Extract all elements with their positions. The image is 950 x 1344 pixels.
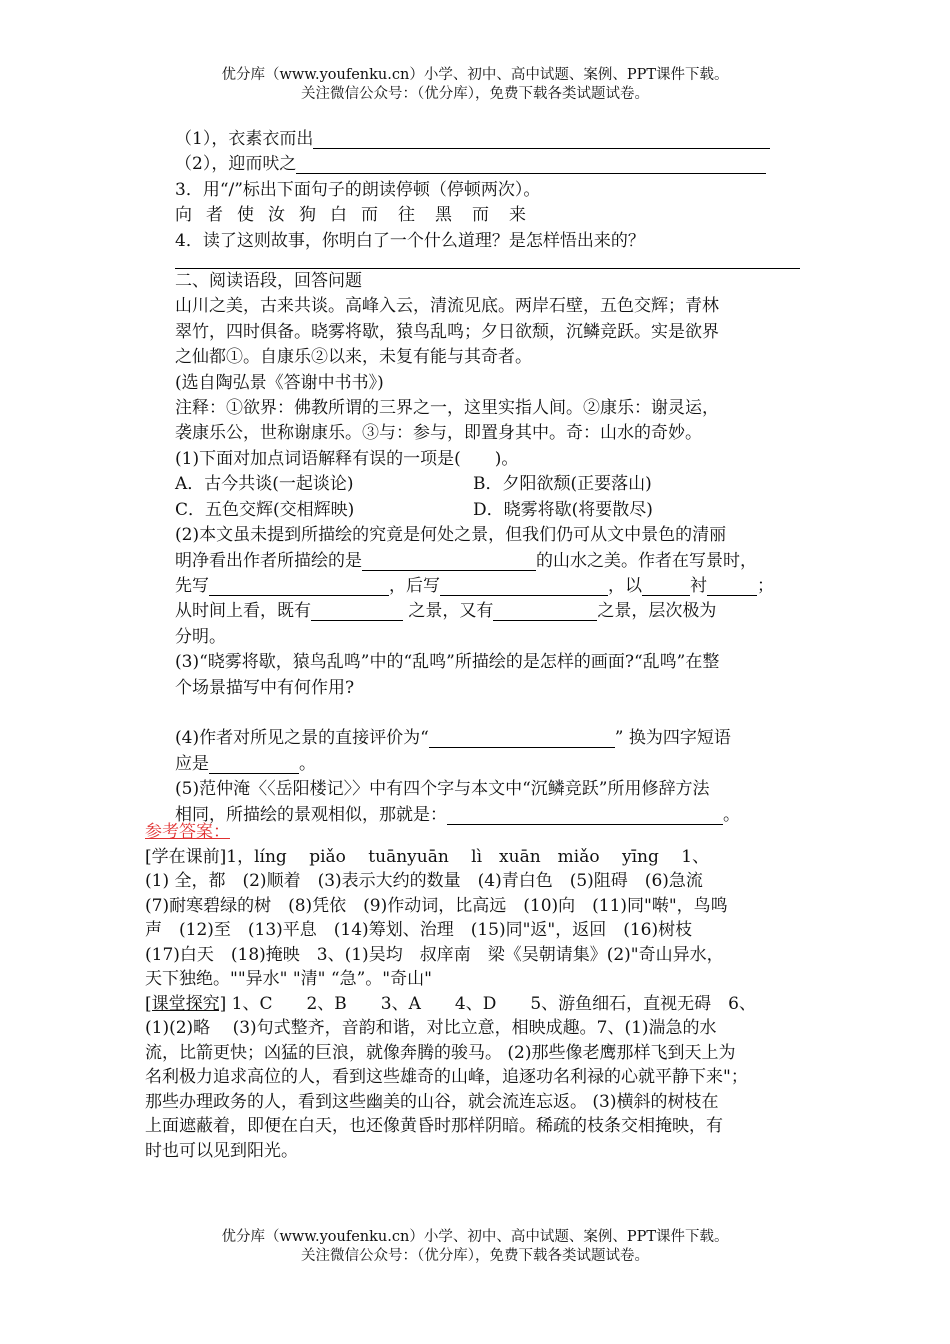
sentence-char: 使 xyxy=(237,205,254,226)
q-item-2: （2），迎而吠之 xyxy=(175,152,800,177)
option-a: A．古今共谈(一起谈论) xyxy=(175,474,354,495)
sentence-char: 黑 xyxy=(435,205,452,226)
sub-q2-line-5: 分明。 xyxy=(175,626,226,647)
answer-line: 那些办理政务的人，看到这些幽美的山谷，就会流连忘返。 (3)横斜的树枝在 xyxy=(145,1091,719,1112)
answer-line: 名利极力追求高位的人，看到这些雄奇的山峰，追逐功名利禄的心就平静下来"； xyxy=(145,1067,748,1087)
sub-q3-line-2: 个场景描写中有何作用? xyxy=(175,677,355,698)
sentence-char: 向 xyxy=(175,205,192,226)
header-line-1: 优分库（www.youfenku.cn）小学、初中、高中试题、案例、PPT课件下载。 xyxy=(221,67,729,83)
answer-line: 上面遮蔽着，即便在白天，也还像黄昏时那样阴暗。稀疏的枝条交相掩映，有 xyxy=(145,1116,723,1136)
note-line-2: 袭康乐公，世称谢康乐。③与：参与，即置身其中。奇：山水的奇妙。 xyxy=(175,423,702,444)
sentence-char: 汝 xyxy=(268,205,285,226)
sub-q5-line-2: 相同，所描绘的景观相似，那就是： 。 xyxy=(175,804,740,825)
sub-q2-line-2: 明净看出作者所描绘的是 的山水之美。作者在写景时， xyxy=(175,550,757,571)
answer-line: (7)耐寒碧绿的树 (8)凭依 (9)作动词，比高远 (10)向 (11)同"啭"，鸟鸣 xyxy=(145,895,728,916)
passage-line-2: 翠竹，四时俱备。晓雾将歇，猿鸟乱鸣；夕日欲颓，沉鳞竞跃。实是欲界 xyxy=(175,321,719,342)
sentence-char: 往 xyxy=(398,205,415,226)
sub-q1: (1)下面对加点词语解释有误的一项是( )。 xyxy=(175,448,519,469)
option-c: C．五色交辉(交相辉映) xyxy=(175,499,355,520)
footer-line-1: 优分库（www.youfenku.cn）小学、初中、高中试题、案例、PPT课件下载。 xyxy=(221,1229,729,1245)
sub-q2-line-4: 从时间上看，既有 之景，又有 之景，层次极为 xyxy=(175,601,717,622)
question-content xyxy=(175,127,800,828)
answers-title: 参考答案： xyxy=(145,822,230,842)
answer-line: 时也可以见到阳光。 xyxy=(145,1140,298,1161)
answer-line: [课堂探究] 1、C 2、B 3、A 4、D 5、游鱼细石，直视无碍 6、 xyxy=(145,993,756,1014)
q4-answer-line xyxy=(175,254,800,269)
option-b: B．夕阳欲颓(正要落山) xyxy=(473,474,652,495)
sub-q4-line-1: (4)作者对所见之景的直接评价为“ ” 换为四字短语 xyxy=(175,728,731,749)
answer-line: 流，比箭更快；凶猛的巨浪，就像奔腾的骏马。 (2)那些像老鹰那样飞到天上为 xyxy=(145,1042,736,1063)
sub-q4-line-2: 应是 。 xyxy=(175,753,316,774)
sentence-char: 而 xyxy=(472,205,489,226)
sub-q2-line-3: 先写 ，后写 ，以 衬 ； xyxy=(175,575,774,596)
sentence-char: 来 xyxy=(509,205,526,226)
section2-title: 二、阅读语段，回答问题 xyxy=(175,271,362,292)
note-line-1: 注释：①欲界：佛教所谓的三界之一，这里实指人间。②康乐：谢灵运， xyxy=(175,398,719,419)
passage-source: (选自陶弘景《答谢中书书》) xyxy=(175,372,384,393)
answer-line: 天下独绝。""异水" "清" “急”。"奇山" xyxy=(145,969,432,989)
answer-line: (1)(2)略 (3)句式整齐，音韵和谐，对比立意，相映成趣。7、(1)湍急的水 xyxy=(145,1018,717,1038)
sub-q5-line-1: (5)范仲淹〈〈岳阳楼记〉〉中有四个字与本文中“沉鳞竞跃”所用修辞方法 xyxy=(175,779,710,800)
header-line-2: 关注微信公众号：（优分库），免费下载各类试题试卷。 xyxy=(301,86,649,102)
sentence-char: 而 xyxy=(361,205,378,226)
q-item-1: （1），衣素衣而出 xyxy=(175,127,800,152)
options-ab xyxy=(175,472,800,497)
options-cd xyxy=(175,498,800,523)
q4-prompt: 4．读了这则故事，你明白了一个什么道理？是怎样悟出来的？ xyxy=(175,230,645,251)
sentence-char: 狗 xyxy=(299,205,316,226)
sub-q3-line-1: (3)“晓雾将歇，猿鸟乱鸣”中的“乱鸣”所描绘的是怎样的画面?“乱鸣”在整 xyxy=(175,652,720,673)
passage-line-1: 山川之美，古来共谈。高峰入云，清流见底。两岸石壁，五色交辉；青林 xyxy=(175,296,719,317)
footer-line-2: 关注微信公众号：（优分库），免费下载各类试题试卷。 xyxy=(301,1248,649,1264)
q3-sentence xyxy=(175,203,800,228)
sub-q3-blank xyxy=(175,701,800,726)
passage-line-3: 之仙都①。自康乐②以来，未复有能与其奇者。 xyxy=(175,347,532,368)
sentence-char: 白 xyxy=(330,205,347,226)
answers-section xyxy=(145,820,805,1163)
sub-q2-line-1: (2)本文虽未提到所描绘的究竟是何处之景，但我们仍可从文中景色的清丽 xyxy=(175,525,727,546)
answer-line: 声 (12)至 (13)平息 (14)筹划、治理 (15)同"返"，返回 (16)树枝 xyxy=(145,920,693,940)
option-d: D．晓雾将歇(将要散尽) xyxy=(473,499,653,520)
sentence-char: 者 xyxy=(206,205,223,226)
answer-line: (1) 全，都 (2)顺着 (3)表示大约的数量 (4)青白色 (5)阻碍 (6)急流 xyxy=(145,871,703,891)
q3-prompt: 3．用“/”标出下面句子的朗读停顿（停顿两次）。 xyxy=(175,179,541,200)
answer-line: [学在课前]1，líng piǎo tuānyuān lì xuān miǎo yīng 1、 xyxy=(145,846,710,867)
classroom-explore-label: [课堂探究] xyxy=(145,993,227,1014)
answer-line: (17)白天 (18)掩映 3、(1)吴均 叔庠南 梁《吴朝请集》(2)"奇山异水， xyxy=(145,944,724,965)
